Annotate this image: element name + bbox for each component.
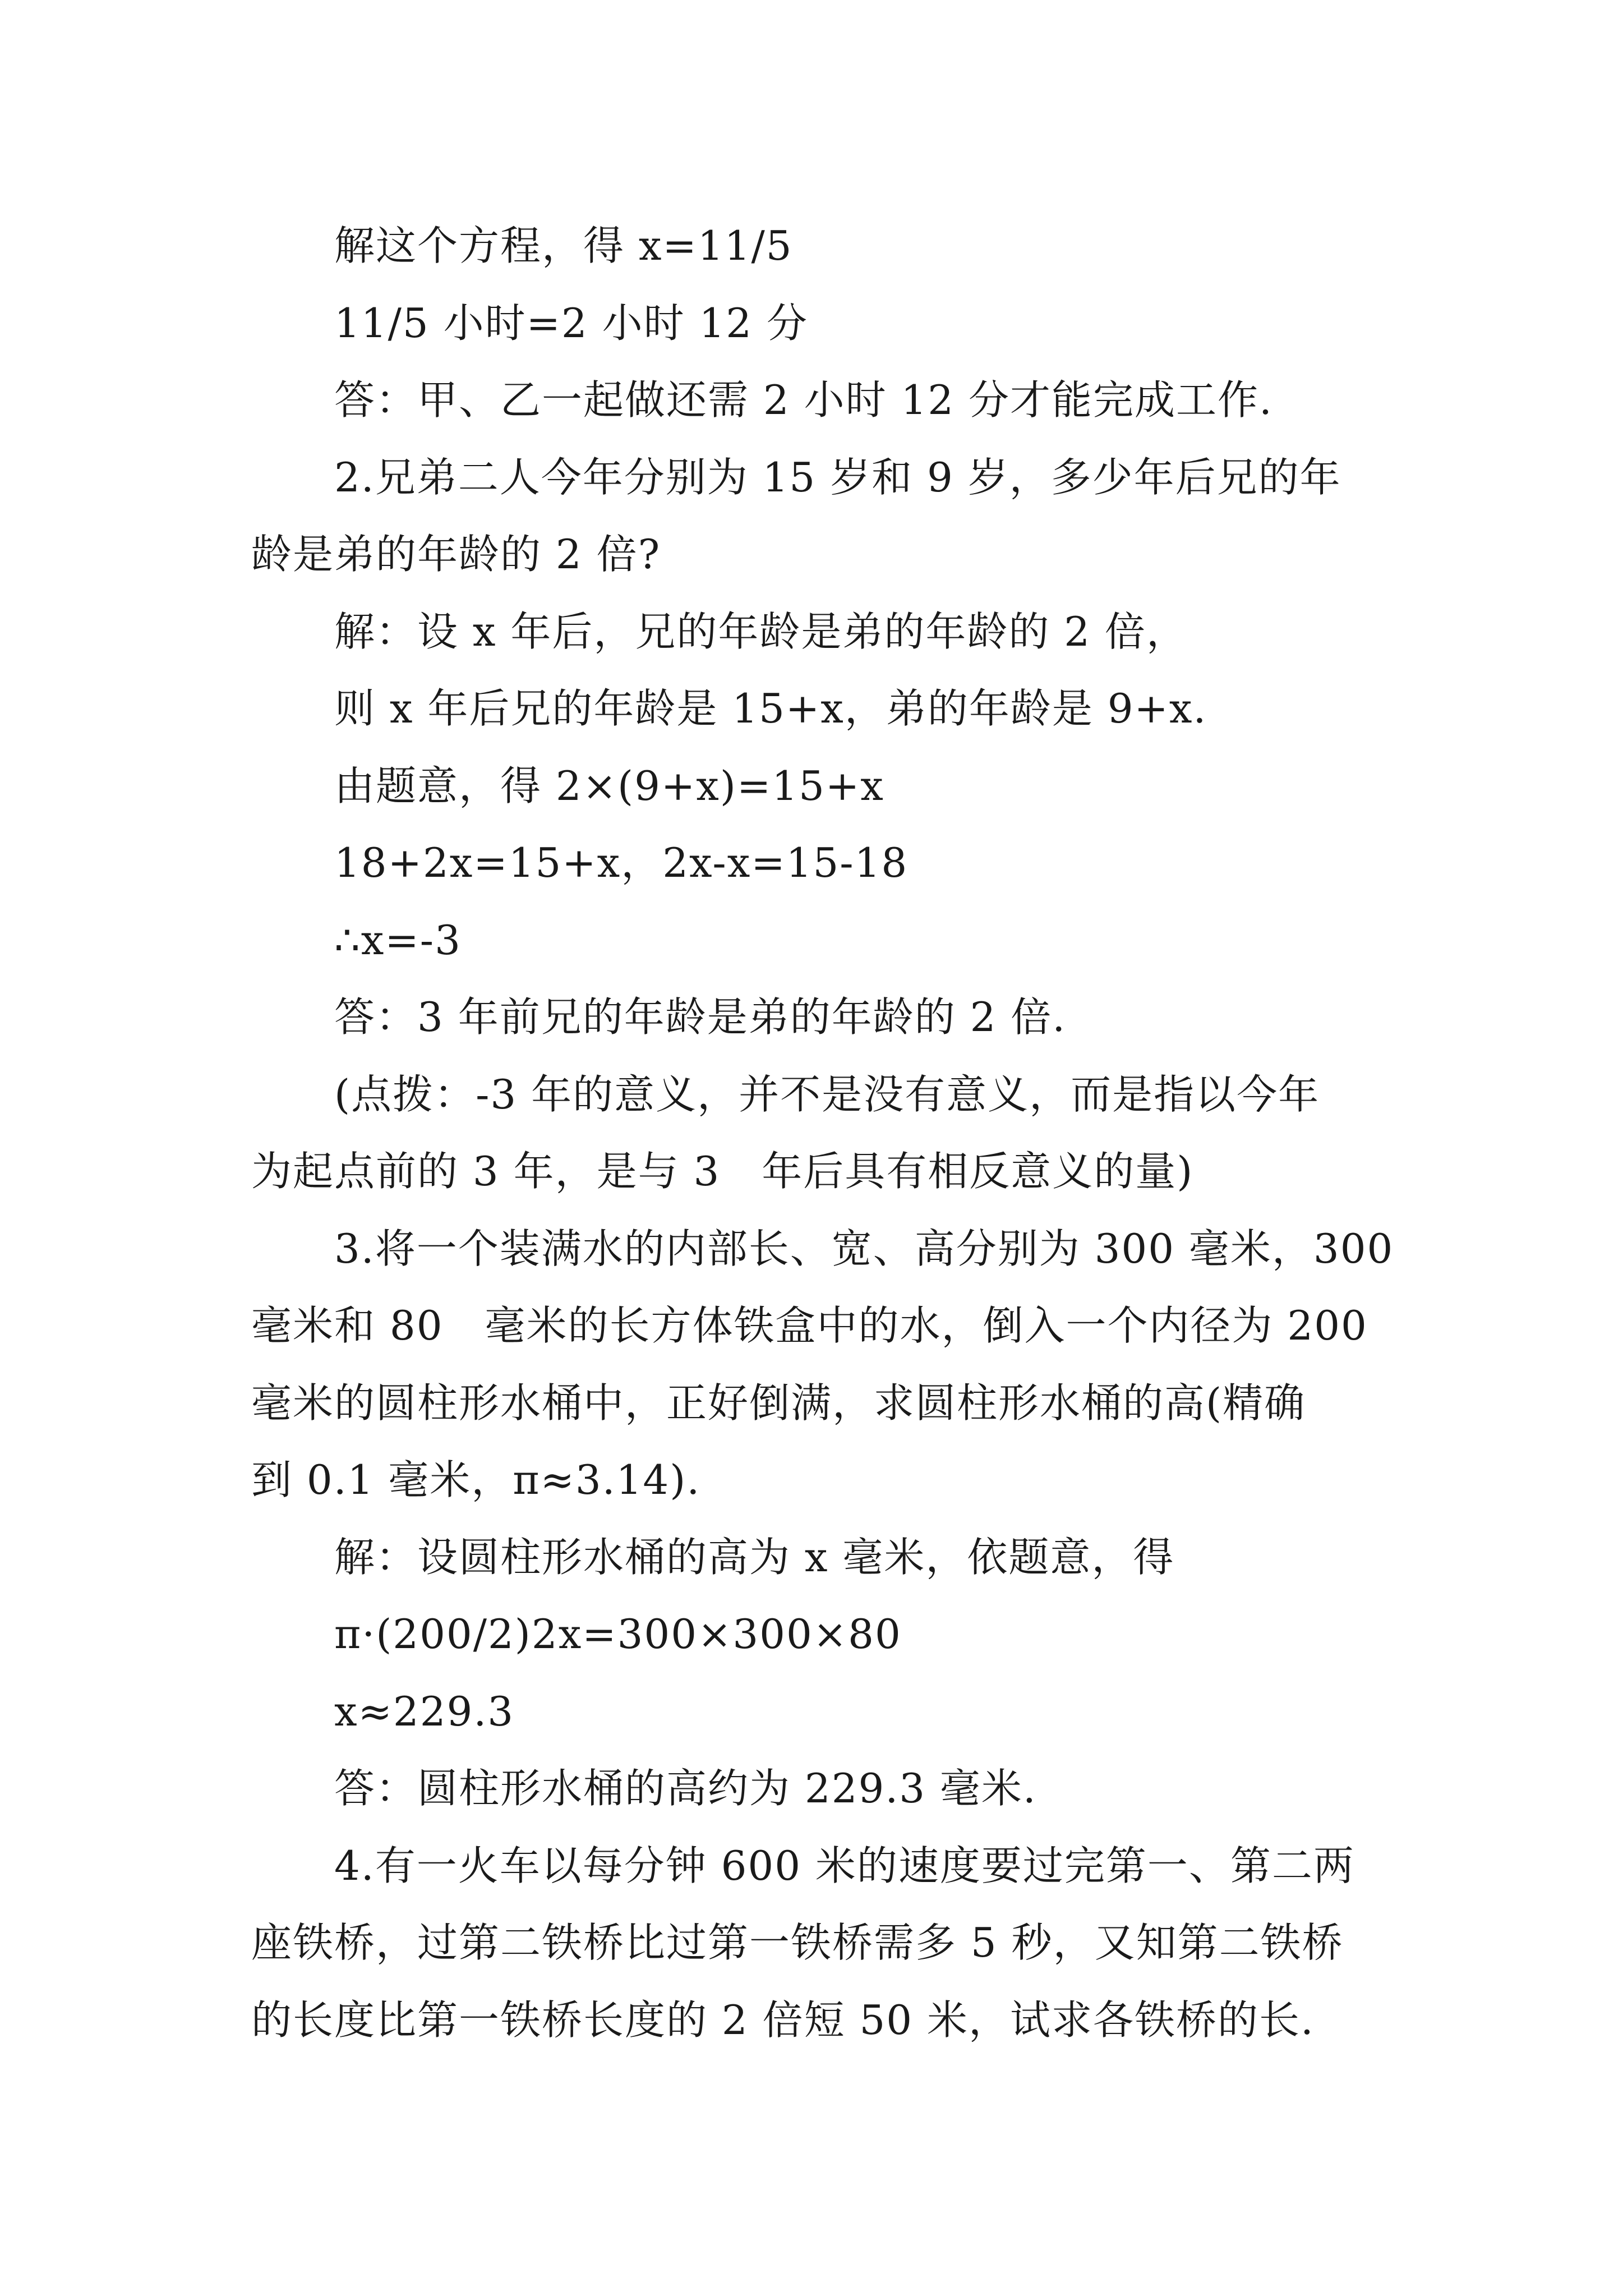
text-line: 龄是弟的年龄的 2 倍?	[251, 531, 661, 578]
text-line: 的长度比第一铁桥长度的 2 倍短 50 米，试求各铁桥的长.	[251, 1996, 1315, 2044]
text-line: 则 x 年后兄的年龄是 15+x，弟的年龄是 9+x.	[334, 685, 1207, 732]
text-line: π·(200/2)2x=300×300×80	[334, 1611, 902, 1658]
text-line: (点拨：-3 年的意义，并不是没有意义，而是指以今年	[334, 1070, 1320, 1118]
text-line: 答：3 年前兄的年龄是弟的年龄的 2 倍.	[334, 993, 1067, 1041]
text-line: 答：甲、乙一起做还需 2 小时 12 分才能完成工作.	[334, 376, 1273, 424]
text-line: 2.兄弟二人今年分别为 15 岁和 9 岁，多少年后兄的年	[334, 453, 1341, 501]
text-line: 毫米和 80 毫米的长方体铁盒中的水，倒入一个内径为 200	[251, 1302, 1368, 1349]
text-line: 答：圆柱形水桶的高约为 229.3 毫米.	[334, 1765, 1037, 1812]
text-line: 为起点前的 3 年，是与 3 年后具有相反意义的量)	[251, 1148, 1194, 1195]
text-line: 18+2x=15+x，2x-x=15-18	[334, 839, 909, 886]
text-line: 毫米的圆柱形水桶中，正好倒满，求圆柱形水桶的高(精确	[251, 1379, 1306, 1427]
text-line: ∴x=-3	[334, 916, 462, 964]
text-line: 4.有一火车以每分钟 600 米的速度要过完第一、第二两	[334, 1842, 1355, 1889]
text-line: 解：设 x 年后，兄的年龄是弟的年龄的 2 倍，	[334, 608, 1188, 655]
text-line: 解：设圆柱形水桶的高为 x 毫米，依题意，得	[334, 1533, 1175, 1581]
text-line: x≈229.3	[334, 1687, 515, 1735]
text-line: 座铁桥，过第二铁桥比过第一铁桥需多 5 秒，又知第二铁桥	[251, 1919, 1344, 1966]
text-line: 11/5 小时=2 小时 12 分	[334, 299, 808, 347]
text-line: 3.将一个装满水的内部长、宽、高分别为 300 毫米，300	[334, 1225, 1394, 1272]
document-body	[251, 208, 1394, 2059]
text-line: 到 0.1 毫米，π≈3.14).	[251, 1456, 701, 1503]
text-line: 由题意，得 2×(9+x)=15+x	[334, 762, 884, 809]
text-line: 解这个方程，得 x=11/5	[334, 222, 793, 269]
